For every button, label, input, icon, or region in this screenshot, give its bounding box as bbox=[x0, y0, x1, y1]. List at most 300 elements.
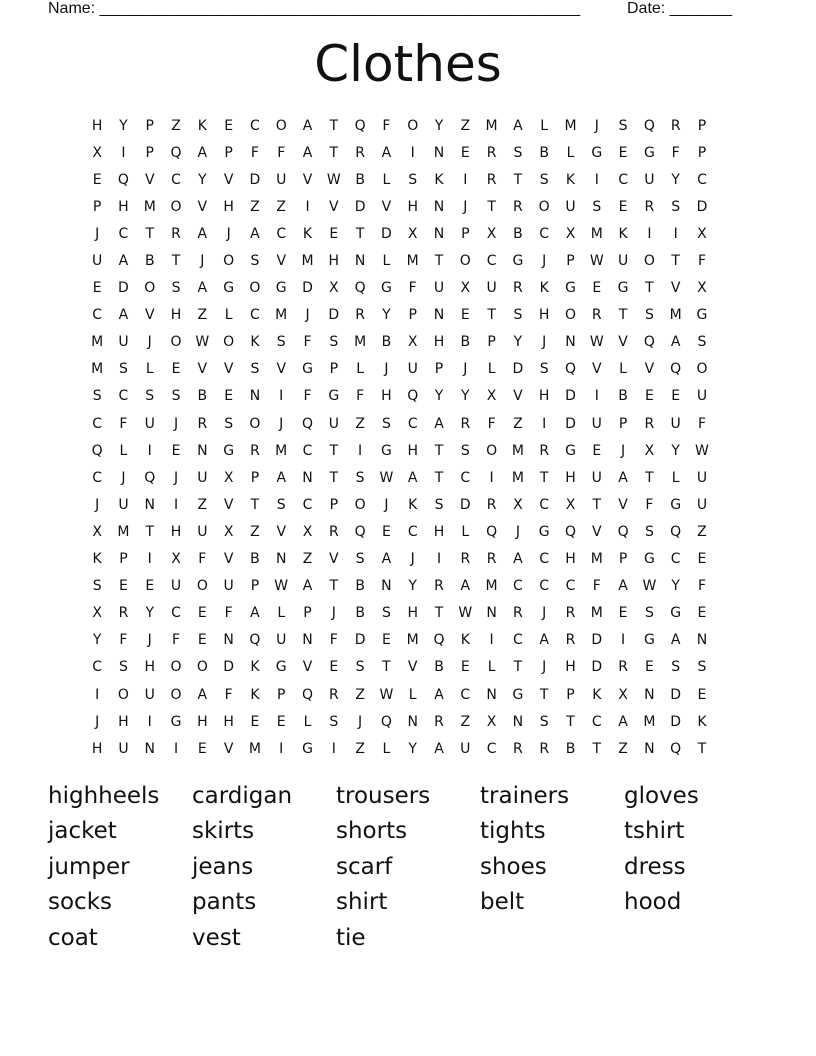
grid-letter: L bbox=[277, 605, 286, 622]
grid-letter: E bbox=[197, 632, 207, 649]
grid-letter: O bbox=[223, 334, 235, 351]
grid-letter: U bbox=[223, 578, 234, 595]
grid-letter: H bbox=[433, 334, 445, 351]
grid-letter: K bbox=[460, 632, 470, 649]
grid-letter: R bbox=[434, 578, 444, 595]
grid-letter: N bbox=[249, 388, 261, 405]
grid-letter: K bbox=[697, 713, 707, 730]
grid-letter: A bbox=[434, 415, 444, 432]
grid-letter: O bbox=[170, 659, 182, 676]
grid-letter: O bbox=[170, 198, 182, 215]
grid-letter: N bbox=[197, 442, 208, 459]
grid-letter: J bbox=[200, 253, 205, 270]
grid-letter: O bbox=[275, 117, 287, 134]
word-list-item: hood bbox=[624, 889, 682, 916]
grid-letter: J bbox=[331, 605, 336, 622]
grid-letter: O bbox=[407, 117, 419, 134]
grid-letter: D bbox=[118, 280, 129, 297]
grid-letter: E bbox=[381, 632, 391, 649]
grid-letter: V bbox=[670, 280, 681, 297]
grid-letter: S bbox=[644, 307, 654, 324]
grid-letter: C bbox=[92, 307, 103, 324]
grid-letter: E bbox=[329, 659, 339, 676]
grid-letter: E bbox=[224, 117, 234, 134]
grid-letter: O bbox=[196, 659, 208, 676]
grid-letter: C bbox=[118, 225, 129, 242]
grid-letter: C bbox=[407, 523, 418, 540]
grid-letter: L bbox=[487, 361, 496, 378]
grid-letter: H bbox=[197, 713, 208, 730]
word-list-item: trousers bbox=[336, 782, 431, 809]
grid-letter: Z bbox=[250, 198, 260, 215]
grid-letter: C bbox=[513, 632, 523, 649]
grid-letter: H bbox=[381, 388, 392, 405]
grid-letter: F bbox=[303, 334, 312, 351]
grid-letter: X bbox=[565, 496, 576, 513]
grid-letter: S bbox=[671, 198, 681, 215]
grid-letter: L bbox=[487, 659, 496, 676]
grid-letter: G bbox=[565, 280, 576, 297]
grid-letter: E bbox=[381, 523, 391, 540]
word-list-item: skirts bbox=[192, 818, 255, 845]
grid-letter: C bbox=[618, 171, 628, 188]
grid-letter: I bbox=[305, 198, 310, 215]
grid-letter: G bbox=[380, 442, 392, 459]
grid-letter: P bbox=[697, 117, 707, 134]
grid-letter: U bbox=[696, 469, 708, 486]
grid-letter: O bbox=[354, 496, 366, 513]
grid-letter: C bbox=[407, 415, 418, 432]
grid-letter: H bbox=[223, 713, 234, 730]
grid-letter: U bbox=[486, 280, 497, 297]
grid-letter: O bbox=[249, 415, 261, 432]
grid-letter: X bbox=[329, 280, 339, 297]
grid-letter: J bbox=[542, 659, 547, 676]
grid-letter: O bbox=[459, 253, 471, 270]
grid-letter: C bbox=[92, 659, 103, 676]
grid-letter: B bbox=[565, 740, 576, 757]
grid-letter: S bbox=[539, 361, 549, 378]
grid-letter: K bbox=[434, 171, 444, 188]
grid-letter: Q bbox=[117, 171, 129, 188]
grid-letter: C bbox=[92, 415, 103, 432]
grid-letter: A bbox=[539, 632, 549, 649]
grid-letter: A bbox=[250, 225, 260, 242]
grid-letter: Q bbox=[486, 523, 498, 540]
grid-letter: K bbox=[618, 225, 628, 242]
grid-letter: V bbox=[592, 361, 602, 378]
grid-letter: Z bbox=[460, 713, 471, 730]
grid-letter: C bbox=[486, 740, 497, 757]
grid-letter: O bbox=[170, 334, 182, 351]
grid-letter: P bbox=[566, 253, 575, 270]
grid-letter: X bbox=[302, 523, 313, 540]
grid-letter: N bbox=[644, 686, 655, 703]
grid-letter: S bbox=[644, 605, 654, 622]
grid-letter: B bbox=[197, 388, 208, 405]
grid-letter: M bbox=[275, 442, 288, 459]
word-list-item: tights bbox=[480, 818, 546, 845]
grid-letter: T bbox=[329, 578, 339, 595]
grid-letter: D bbox=[512, 361, 524, 378]
grid-letter: D bbox=[591, 659, 603, 676]
grid-letter: Y bbox=[513, 334, 523, 351]
grid-letter: O bbox=[223, 253, 235, 270]
grid-letter: S bbox=[697, 659, 707, 676]
grid-letter: V bbox=[223, 740, 234, 757]
grid-letter: J bbox=[121, 469, 126, 486]
grid-letter: F bbox=[356, 388, 365, 405]
grid-letter: C bbox=[486, 253, 497, 270]
grid-letter: K bbox=[592, 686, 602, 703]
grid-letter: H bbox=[170, 523, 182, 540]
grid-letter: S bbox=[250, 361, 260, 378]
grid-letter: V bbox=[618, 334, 628, 351]
grid-letter: T bbox=[487, 198, 496, 215]
grid-letter: P bbox=[408, 307, 417, 324]
grid-letter: Y bbox=[198, 171, 207, 188]
grid-letter: V bbox=[329, 198, 339, 215]
grid-letter: R bbox=[486, 551, 497, 568]
grid-letter: N bbox=[302, 469, 313, 486]
grid-letter: R bbox=[644, 198, 655, 215]
grid-letter: X bbox=[92, 523, 102, 540]
grid-letter: B bbox=[355, 578, 365, 595]
grid-letter: T bbox=[434, 253, 444, 270]
grid-letter: Y bbox=[671, 171, 680, 188]
grid-letter: N bbox=[512, 713, 524, 730]
grid-letter: N bbox=[486, 605, 497, 622]
grid-letter: G bbox=[538, 523, 550, 540]
grid-letter: S bbox=[697, 334, 707, 351]
grid-letter: S bbox=[434, 496, 444, 513]
grid-letter: N bbox=[223, 632, 234, 649]
grid-letter: H bbox=[91, 117, 103, 134]
grid-letter: I bbox=[621, 632, 626, 649]
grid-letter: V bbox=[197, 198, 208, 215]
grid-letter: F bbox=[172, 632, 181, 649]
grid-letter: I bbox=[147, 442, 152, 459]
grid-letter: M bbox=[511, 442, 524, 459]
grid-letter: U bbox=[118, 740, 129, 757]
grid-letter: U bbox=[276, 171, 287, 188]
grid-letter: T bbox=[592, 496, 602, 513]
grid-letter: Y bbox=[461, 388, 470, 405]
grid-letter: F bbox=[408, 280, 417, 297]
grid-letter: P bbox=[618, 415, 628, 432]
grid-letter: M bbox=[406, 253, 419, 270]
date-field-label: Date: _______ bbox=[627, 0, 732, 17]
grid-letter: T bbox=[487, 307, 496, 324]
grid-letter: U bbox=[92, 253, 103, 270]
grid-letter: R bbox=[434, 713, 444, 730]
grid-letter: J bbox=[147, 334, 152, 351]
grid-letter: T bbox=[618, 307, 628, 324]
grid-letter: V bbox=[223, 361, 234, 378]
grid-letter: Q bbox=[617, 523, 629, 540]
word-list-item: shoes bbox=[480, 853, 547, 880]
grid-letter: H bbox=[118, 198, 129, 215]
grid-letter: R bbox=[539, 740, 550, 757]
grid-letter: S bbox=[92, 578, 102, 595]
grid-letter: G bbox=[512, 686, 524, 703]
grid-letter: B bbox=[355, 171, 365, 188]
grid-letter: Q bbox=[407, 388, 419, 405]
grid-letter: P bbox=[92, 198, 102, 215]
grid-letter: C bbox=[670, 551, 681, 568]
grid-letter: A bbox=[407, 469, 418, 486]
grid-letter: U bbox=[276, 632, 287, 649]
grid-letter: I bbox=[358, 442, 363, 459]
grid-letter: P bbox=[461, 225, 470, 242]
grid-letter: O bbox=[564, 307, 576, 324]
grid-letter: R bbox=[328, 523, 339, 540]
grid-letter: X bbox=[223, 523, 234, 540]
grid-letter: M bbox=[143, 198, 156, 215]
grid-letter: E bbox=[618, 605, 628, 622]
grid-letter: S bbox=[355, 659, 365, 676]
grid-letter: A bbox=[670, 632, 681, 649]
grid-letter: S bbox=[171, 388, 181, 405]
grid-letter: U bbox=[407, 361, 418, 378]
grid-letter: G bbox=[275, 280, 287, 297]
grid-letter: X bbox=[486, 713, 497, 730]
grid-letter: Z bbox=[197, 307, 208, 324]
grid-letter: S bbox=[119, 361, 128, 378]
grid-letter: A bbox=[381, 144, 392, 161]
grid-letter: G bbox=[512, 253, 524, 270]
grid-letter: V bbox=[592, 523, 602, 540]
grid-letter: T bbox=[513, 659, 523, 676]
grid-letter: H bbox=[407, 198, 418, 215]
grid-letter: C bbox=[460, 686, 471, 703]
grid-letter: P bbox=[434, 361, 444, 378]
grid-letter: S bbox=[513, 307, 523, 324]
grid-letter: E bbox=[697, 605, 707, 622]
grid-letter: D bbox=[591, 632, 603, 649]
grid-letter: J bbox=[463, 361, 468, 378]
grid-letter: Z bbox=[697, 523, 707, 540]
grid-letter: B bbox=[381, 334, 392, 351]
word-list-item: jacket bbox=[48, 818, 117, 845]
grid-letter: E bbox=[460, 659, 470, 676]
grid-letter: L bbox=[119, 442, 128, 459]
grid-letter: Q bbox=[643, 117, 655, 134]
grid-letter: X bbox=[223, 469, 234, 486]
grid-letter: I bbox=[279, 740, 284, 757]
grid-letter: T bbox=[171, 253, 181, 270]
grid-letter: M bbox=[485, 578, 498, 595]
grid-letter: Q bbox=[91, 442, 103, 459]
grid-letter: M bbox=[590, 551, 603, 568]
grid-letter: G bbox=[617, 280, 629, 297]
grid-letter: L bbox=[461, 523, 470, 540]
grid-letter: A bbox=[197, 144, 208, 161]
grid-letter: H bbox=[170, 307, 182, 324]
grid-letter: A bbox=[434, 740, 444, 757]
grid-letter: K bbox=[302, 225, 313, 242]
grid-letter: Z bbox=[355, 686, 365, 703]
grid-letter: E bbox=[618, 144, 628, 161]
grid-letter: S bbox=[381, 605, 391, 622]
grid-letter: C bbox=[250, 117, 260, 134]
grid-letter: K bbox=[250, 686, 260, 703]
grid-letter: V bbox=[513, 388, 523, 405]
grid-letter: E bbox=[644, 659, 654, 676]
grid-letter: A bbox=[302, 144, 313, 161]
grid-letter: I bbox=[121, 144, 126, 161]
grid-letter: F bbox=[329, 632, 338, 649]
grid-letter: A bbox=[460, 578, 471, 595]
grid-letter: N bbox=[644, 740, 655, 757]
grid-letter: X bbox=[486, 225, 497, 242]
grid-letter: R bbox=[644, 415, 655, 432]
grid-letter: M bbox=[275, 307, 288, 324]
grid-letter: J bbox=[410, 551, 415, 568]
grid-letter: N bbox=[302, 632, 313, 649]
grid-letter: H bbox=[565, 469, 576, 486]
grid-letter: H bbox=[538, 307, 550, 324]
grid-letter: E bbox=[697, 686, 707, 703]
grid-letter: U bbox=[591, 415, 602, 432]
grid-letter: T bbox=[434, 469, 444, 486]
grid-letter: D bbox=[249, 171, 261, 188]
grid-letter: T bbox=[539, 686, 549, 703]
grid-letter: M bbox=[117, 523, 130, 540]
grid-letter: Q bbox=[302, 415, 314, 432]
grid-letter: N bbox=[565, 334, 576, 351]
grid-letter: U bbox=[433, 280, 445, 297]
grid-letter: A bbox=[302, 117, 313, 134]
grid-letter: Y bbox=[408, 578, 417, 595]
grid-letter: C bbox=[539, 225, 550, 242]
grid-letter: G bbox=[170, 713, 182, 730]
grid-letter: P bbox=[487, 334, 496, 351]
grid-letter: C bbox=[302, 442, 313, 459]
grid-letter: P bbox=[618, 551, 628, 568]
grid-letter: E bbox=[592, 442, 602, 459]
grid-letter: R bbox=[513, 280, 523, 297]
grid-letter: V bbox=[302, 659, 313, 676]
grid-letter: F bbox=[697, 578, 706, 595]
grid-letter: Q bbox=[564, 361, 576, 378]
grid-letter: R bbox=[486, 496, 497, 513]
grid-letter: Q bbox=[564, 523, 576, 540]
grid-letter: U bbox=[118, 496, 129, 513]
grid-letter: W bbox=[642, 578, 657, 595]
grid-letter: S bbox=[513, 144, 523, 161]
grid-letter: S bbox=[276, 334, 286, 351]
grid-letter: S bbox=[671, 659, 681, 676]
grid-letter: O bbox=[696, 361, 708, 378]
grid-letter: O bbox=[196, 578, 208, 595]
grid-letter: R bbox=[486, 144, 497, 161]
grid-letter: D bbox=[670, 713, 682, 730]
grid-letter: E bbox=[171, 442, 181, 459]
grid-letter: G bbox=[380, 280, 392, 297]
grid-letter: K bbox=[250, 659, 260, 676]
grid-letter: N bbox=[275, 551, 287, 568]
grid-letter: J bbox=[279, 415, 284, 432]
grid-letter: M bbox=[91, 361, 104, 378]
grid-letter: U bbox=[460, 740, 471, 757]
grid-letter: V bbox=[144, 307, 155, 324]
grid-letter: R bbox=[486, 171, 497, 188]
grid-letter: L bbox=[619, 361, 627, 378]
grid-letter: V bbox=[644, 361, 655, 378]
grid-letter: J bbox=[95, 496, 100, 513]
word-list-item: scarf bbox=[336, 853, 393, 880]
grid-letter: F bbox=[671, 144, 680, 161]
grid-letter: K bbox=[539, 280, 549, 297]
grid-letter: O bbox=[538, 198, 550, 215]
grid-letter: N bbox=[486, 686, 497, 703]
grid-letter: N bbox=[696, 632, 708, 649]
grid-letter: W bbox=[379, 686, 394, 703]
grid-letter: A bbox=[197, 225, 208, 242]
grid-letter: K bbox=[565, 171, 576, 188]
grid-letter: R bbox=[565, 632, 576, 649]
grid-letter: G bbox=[275, 659, 287, 676]
word-list bbox=[48, 778, 768, 956]
grid-letter: J bbox=[226, 225, 231, 242]
grid-letter: C bbox=[539, 551, 550, 568]
grid-letter: V bbox=[223, 171, 234, 188]
grid-letter: O bbox=[117, 686, 129, 703]
grid-letter: M bbox=[354, 334, 367, 351]
grid-letter: R bbox=[513, 605, 523, 622]
word-list-item: shorts bbox=[336, 818, 408, 845]
grid-letter: F bbox=[487, 415, 496, 432]
grid-letter: H bbox=[407, 442, 418, 459]
grid-letter: X bbox=[92, 605, 102, 622]
grid-letter: N bbox=[381, 578, 392, 595]
grid-letter: M bbox=[511, 469, 524, 486]
grid-letter: Y bbox=[92, 632, 102, 649]
grid-letter: I bbox=[147, 713, 152, 730]
grid-letter: X bbox=[618, 686, 628, 703]
grid-letter: H bbox=[91, 740, 103, 757]
grid-letter: H bbox=[565, 659, 576, 676]
grid-letter: Y bbox=[434, 117, 444, 134]
grid-letter: M bbox=[669, 307, 682, 324]
grid-letter: P bbox=[303, 605, 312, 622]
grid-letter: N bbox=[354, 253, 366, 270]
grid-letter: G bbox=[565, 442, 576, 459]
grid-letter: A bbox=[513, 551, 523, 568]
grid-letter: H bbox=[223, 198, 234, 215]
grid-letter: X bbox=[407, 225, 418, 242]
grid-letter: Z bbox=[460, 117, 471, 134]
grid-letter: A bbox=[513, 117, 523, 134]
grid-letter: Z bbox=[171, 117, 181, 134]
grid-letter: N bbox=[433, 225, 445, 242]
grid-letter: J bbox=[147, 632, 152, 649]
grid-letter: G bbox=[643, 551, 655, 568]
grid-letter: D bbox=[328, 307, 340, 324]
grid-letter: I bbox=[647, 225, 652, 242]
word-list-item: pants bbox=[192, 889, 257, 916]
grid-letter: P bbox=[277, 686, 286, 703]
grid-letter: R bbox=[565, 605, 576, 622]
grid-letter: R bbox=[171, 225, 181, 242]
letter-grid bbox=[84, 112, 715, 762]
grid-letter: S bbox=[355, 551, 365, 568]
grid-letter: T bbox=[145, 523, 155, 540]
grid-letter: P bbox=[250, 578, 260, 595]
grid-letter: I bbox=[594, 388, 599, 405]
grid-letter: F bbox=[277, 144, 286, 161]
